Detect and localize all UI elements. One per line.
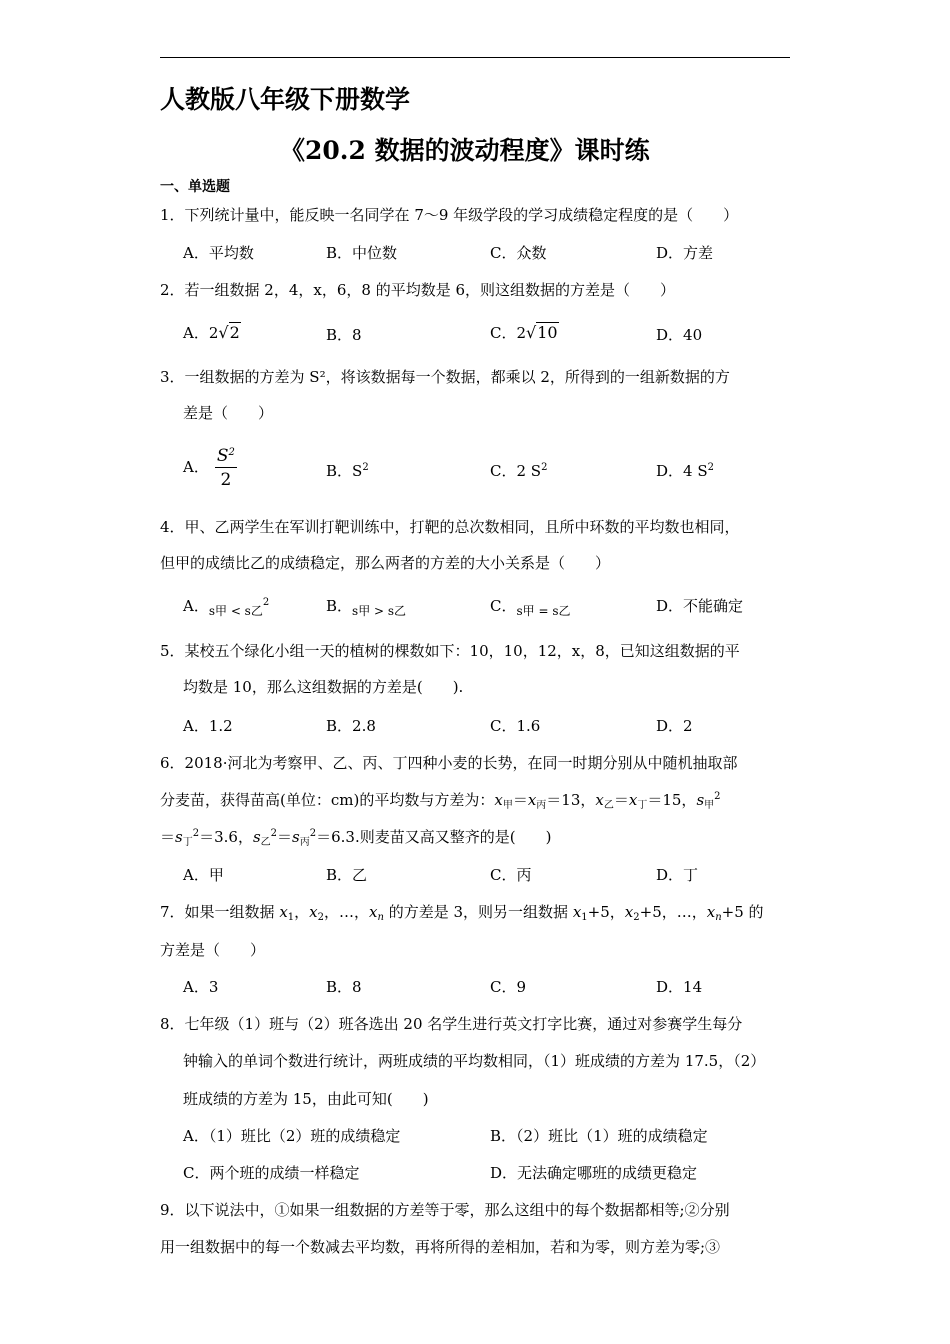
sqrt-symbol: √10	[526, 323, 558, 342]
q7-sub: n	[715, 912, 722, 923]
q2-option-a	[183, 323, 241, 343]
q4-b-prefix: B．	[326, 597, 353, 615]
q6-sup: 2	[270, 828, 278, 839]
q4-c-expression: s甲 = s乙	[516, 604, 571, 618]
q6-eq: ＝	[613, 791, 629, 809]
document-subtitle: 《20.2 数据的波动程度》课时练	[280, 136, 650, 165]
q6-sub: 甲	[704, 800, 715, 811]
q6-option-c: C．丙	[490, 866, 532, 884]
q7-x: x	[279, 903, 288, 921]
question-4-line-1: 4．甲、乙两学生在军训打靶训练中，打靶的总次数相同，且所中环数的平均数也相同，	[160, 518, 740, 536]
q2-option-b: B．8	[326, 326, 362, 344]
q6-text: ＝6.3.则麦苗又高又整齐的是( )	[316, 828, 552, 846]
q7-x: x	[572, 903, 582, 921]
q2-a-prefix: A．2	[183, 324, 219, 342]
q6-sub: 丙	[299, 837, 310, 848]
question-9-line-2: 用一组数据中的每一个数减去平均数，再将所得的差相加，若和为零，则方差为零;③	[160, 1238, 721, 1256]
q6-x: x	[527, 791, 537, 809]
q7-text: 的方差是 3，则另一组数据	[383, 903, 573, 921]
question-6-line-1: 6．2018·河北为考察甲、乙、丙、丁四种小麦的长势，在同一时期分别从中随机抽取部	[160, 754, 738, 772]
q1-option-b: B．中位数	[326, 244, 398, 262]
q6-eq: ＝15，	[647, 791, 697, 809]
q6-text: ＝3.6，	[199, 828, 253, 846]
q3-c-prefix: C．2 S	[490, 462, 542, 480]
q7-text: +5 的	[721, 903, 764, 921]
q1-option-c: C．众数	[490, 244, 547, 262]
q3-b-exponent: 2	[362, 462, 369, 473]
q7-sub: 2	[317, 912, 325, 923]
q7-option-c: C．9	[490, 978, 527, 996]
q5-option-a: A．1.2	[183, 717, 233, 735]
q7-text: ，	[294, 903, 310, 921]
q7-x: x	[369, 903, 378, 921]
q6-sup: 2	[309, 828, 317, 839]
question-1-text: 1．下列统计量中，能反映一名同学在 7～9 年级学段的学习成绩稳定程度的是（ ）	[160, 206, 739, 224]
q3-d-prefix: D．4 S	[656, 462, 708, 480]
q2-option-d: D．40	[656, 326, 703, 344]
question-5-line-2: 均数是 10，那么这组数据的方差是( ).	[183, 678, 464, 696]
q7-x: x	[624, 903, 634, 921]
q6-eq: ＝	[277, 828, 293, 846]
q7-sub: 1	[581, 912, 588, 923]
q5-option-c: C．1.6	[490, 717, 541, 735]
q2-c-radicand: 10	[537, 323, 558, 342]
question-8-line-1: 8．七年级（1）班与（2）班各选出 20 名学生进行英文打字比赛，通过对参赛学生每分	[160, 1015, 743, 1033]
q3-option-a	[183, 446, 237, 490]
fraction	[215, 446, 237, 490]
q3-b-prefix: B．S	[326, 462, 363, 480]
section-heading: 一、单选题	[160, 179, 230, 195]
q3-option-d	[656, 461, 714, 481]
q7-option-d: D．14	[656, 978, 703, 996]
q6-option-d: D．丁	[656, 866, 699, 884]
q3-option-c	[490, 461, 547, 481]
question-7-line-2: 方差是（ ）	[160, 941, 266, 959]
q6-x: x	[494, 791, 503, 809]
question-8-line-3: 班成绩的方差为 15，由此可知( )	[183, 1090, 429, 1108]
document-title: 人教版八年级下册数学	[160, 85, 411, 114]
q3-c-exponent: 2	[541, 462, 548, 473]
q6-sub: 乙	[603, 800, 614, 811]
q3-a-denominator: 2	[220, 470, 232, 490]
q4-b-expression: s甲 > s乙	[352, 604, 407, 618]
q4-option-a	[183, 596, 269, 617]
q6-sub: 甲	[502, 800, 513, 811]
q6-s: s	[696, 791, 705, 809]
q3-a-prefix: A．	[183, 458, 209, 476]
q6-sup: 2	[714, 791, 721, 802]
q6-sub: 丙	[536, 800, 547, 811]
q7-sub: 2	[633, 912, 640, 923]
question-6-line-3	[160, 827, 551, 847]
q4-a-square: 2	[262, 597, 270, 608]
q6-line-2-text: 分麦苗，获得苗高(单位：cm)的平均数与方差为：	[160, 791, 495, 809]
question-9-line-1: 9．以下说法中，①如果一组数据的方差等于零，那么这组中的每个数据都相等;②分别	[160, 1201, 730, 1219]
q5-option-d: D．2	[656, 717, 693, 735]
q4-c-prefix: C．	[490, 597, 517, 615]
q6-x: x	[628, 791, 638, 809]
q7-option-a: A．3	[183, 978, 219, 996]
q6-sup: 2	[192, 828, 200, 839]
question-3-line-1: 3．一组数据的方差为 S²，将该数据每一个数据，都乘以 2，所得到的一组新数据的方	[160, 368, 730, 386]
q7-text: +5，…，	[639, 903, 707, 921]
q6-sub: 丁	[637, 800, 648, 811]
q7-option-b: B．8	[326, 978, 362, 996]
q6-option-a: A．甲	[183, 866, 224, 884]
q4-option-c	[490, 596, 571, 617]
q7-x: x	[706, 903, 716, 921]
q6-eq: ＝13，	[546, 791, 596, 809]
q6-eq: ＝	[160, 828, 176, 846]
q7-x: x	[309, 903, 318, 921]
q7-sub: 1	[287, 912, 295, 923]
question-8-line-2: 钟输入的单词个数进行统计，两班成绩的平均数相同，（1）班成绩的方差为 17.5，（2）	[183, 1052, 766, 1070]
q3-a-exponent: 2	[228, 447, 235, 458]
q5-option-b: B．2.8	[326, 717, 376, 735]
question-6-line-2	[160, 790, 721, 810]
q7-text: ，…，	[324, 903, 370, 921]
q6-s: s	[292, 828, 300, 846]
q6-s: s	[175, 828, 183, 846]
q2-c-prefix: C．2	[490, 324, 527, 342]
q7-sub: n	[377, 912, 384, 923]
q6-x: x	[595, 791, 604, 809]
q3-d-exponent: 2	[707, 462, 714, 473]
q8-option-b: B．（2）班比（1）班的成绩稳定	[490, 1127, 708, 1145]
q2-a-radicand: 2	[229, 323, 240, 342]
sqrt-symbol: √2	[218, 323, 240, 342]
q7-text: 7．如果一组数据	[160, 903, 280, 921]
q1-option-a: A．平均数	[183, 244, 254, 262]
q8-option-a: A．（1）班比（2）班的成绩稳定	[183, 1127, 401, 1145]
question-7-line-1	[160, 902, 764, 922]
header-rule	[160, 57, 790, 58]
q6-option-b: B．乙	[326, 866, 368, 884]
q8-option-d: D．无法确定哪班的成绩更稳定	[490, 1164, 698, 1182]
q4-a-prefix: A．	[183, 597, 209, 615]
q4-option-b	[326, 596, 406, 617]
q6-sub: 乙	[260, 837, 271, 848]
question-2-text: 2．若一组数据 2，4，x，6，8 的平均数是 6，则这组数据的方差是（ ）	[160, 281, 676, 299]
q4-a-expression: s甲 < s乙	[208, 604, 263, 618]
q6-sub: 丁	[182, 837, 193, 848]
q2-option-c	[490, 323, 559, 343]
q6-s: s	[252, 828, 261, 846]
q3-option-b	[326, 461, 369, 481]
question-5-line-1: 5．某校五个绿化小组一天的植树的棵数如下：10，10，12，x，8，已知这组数据的平	[160, 642, 740, 660]
q4-option-d: D．不能确定	[656, 597, 744, 615]
q6-eq: ＝	[512, 791, 528, 809]
question-3-line-2: 差是（ ）	[183, 404, 274, 422]
q3-a-numerator: S	[216, 446, 229, 466]
q8-option-c: C．两个班的成绩一样稳定	[183, 1164, 360, 1182]
q7-text: +5，	[587, 903, 625, 921]
question-4-line-2: 但甲的成绩比乙的成绩稳定，那么两者的方差的大小关系是（ ）	[160, 554, 611, 572]
q1-option-d: D．方差	[656, 244, 714, 262]
